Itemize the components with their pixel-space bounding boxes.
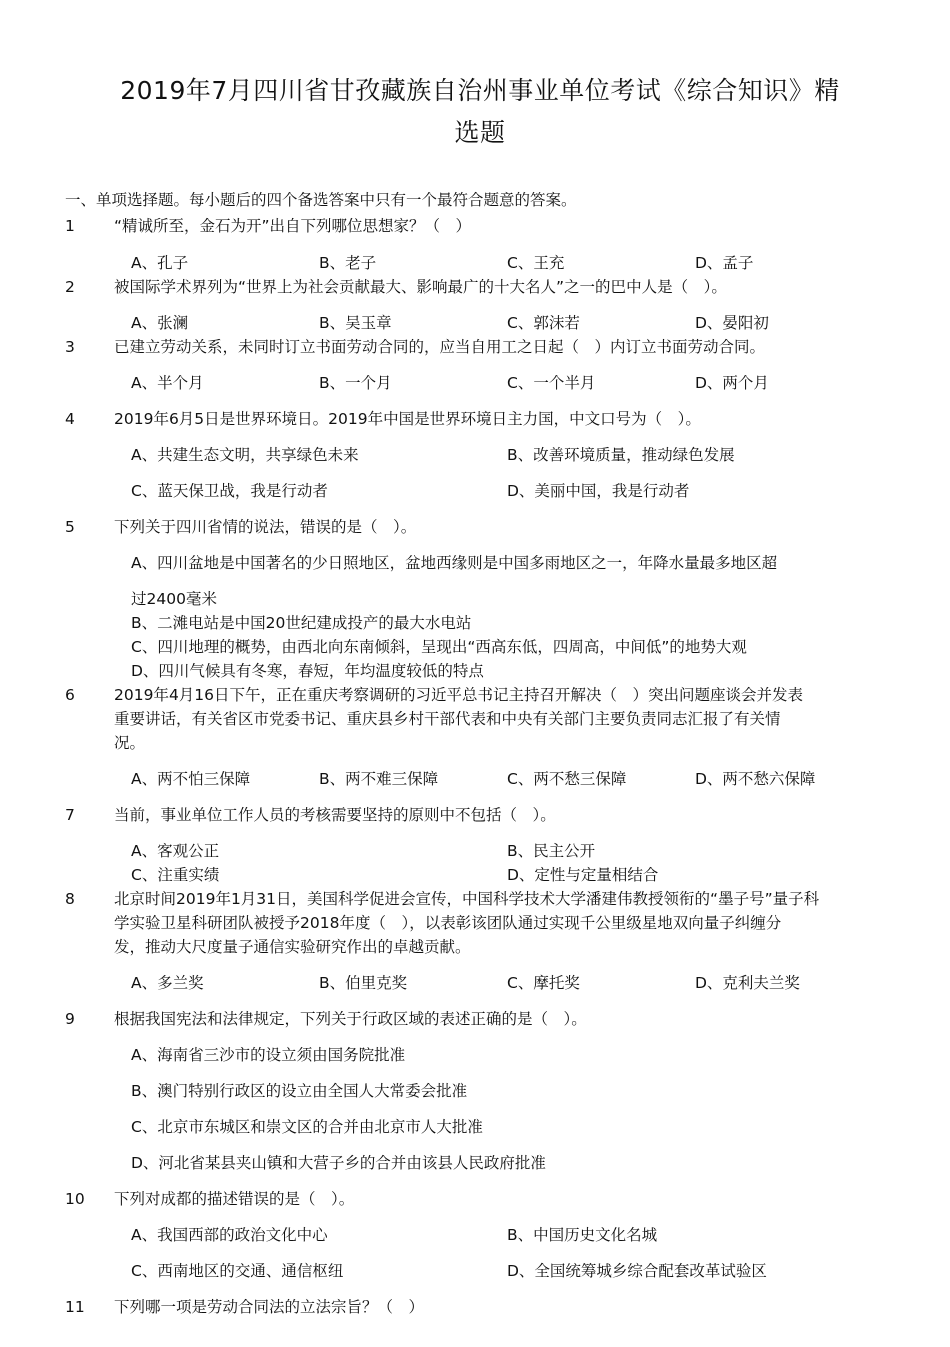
option-d: D、孟子: [695, 254, 754, 272]
option-c: C、北京市东城区和崇文区的合并由北京市人大批准: [131, 1118, 483, 1136]
option-a: A、张澜: [131, 314, 189, 332]
question-text: 根据我国宪法和法律规定，下列关于行政区域的表述正确的是（ ）。: [114, 1010, 587, 1028]
option-c: C、王充: [507, 254, 565, 272]
option-a: A、四川盆地是中国著名的少日照地区，盆地西缘则是中国多雨地区之一，年降水量最多地区超: [131, 554, 778, 572]
question-number: 7: [65, 806, 75, 824]
option-c: C、注重实绩: [131, 866, 220, 884]
question-number: 6: [65, 686, 75, 704]
option-d: D、美丽中国，我是行动者: [507, 482, 690, 500]
question-number: 8: [65, 890, 75, 908]
question-number: 3: [65, 338, 75, 356]
question-text: 下列关于四川省情的说法，错误的是（ ）。: [114, 518, 417, 536]
question-text: 当前，事业单位工作人员的考核需要坚持的原则中不包括（ ）。: [114, 806, 556, 824]
question-number: 1: [65, 217, 75, 235]
option-a: A、两不怕三保障: [131, 770, 251, 788]
question-text: 已建立劳动关系，未同时订立书面劳动合同的，应当自用工之日起（ ）内订立书面劳动合同。: [114, 338, 766, 356]
section-heading: 一、单项选择题。每小题后的四个备选答案中只有一个最符合题意的答案。: [65, 191, 577, 209]
question-number: 5: [65, 518, 75, 536]
option-a-continued: 过2400毫米: [131, 590, 217, 608]
question-text: 2019年6月5日是世界环境日。2019年中国是世界环境日主力国，中文口号为（ ）。: [114, 410, 701, 428]
option-c: C、两不愁三保障: [507, 770, 627, 788]
title-line-1: 2019年7月四川省甘孜藏族自治州事业单位考试《综合知识》精: [120, 76, 840, 105]
option-a: A、海南省三沙市的设立须由国务院批准: [131, 1046, 406, 1064]
option-b: B、改善环境质量，推动绿色发展: [507, 446, 735, 464]
question-number: 4: [65, 410, 75, 428]
option-b: B、民主公开: [507, 842, 596, 860]
option-b: B、伯里克奖: [319, 974, 408, 992]
question-number: 11: [65, 1298, 85, 1316]
option-c: C、蓝天保卫战，我是行动者: [131, 482, 328, 500]
option-b: B、老子: [319, 254, 377, 272]
option-b: B、一个月: [319, 374, 392, 392]
question-text-line: 发，推动大尺度量子通信实验研究作出的卓越贡献。: [114, 938, 471, 956]
option-d: D、克利夫兰奖: [695, 974, 800, 992]
option-d: D、全国统筹城乡综合配套改革试验区: [507, 1262, 767, 1280]
option-c: C、摩托奖: [507, 974, 580, 992]
option-c: C、一个半月: [507, 374, 596, 392]
option-c: C、西南地区的交通、通信枢纽: [131, 1262, 344, 1280]
option-a: A、客观公正: [131, 842, 220, 860]
option-a: A、我国西部的政治文化中心: [131, 1226, 328, 1244]
option-b: B、中国历史文化名城: [507, 1226, 658, 1244]
option-d: D、定性与定量相结合: [507, 866, 659, 884]
question-text: 被国际学术界列为“世界上为社会贡献最大、影响最广的十大名人”之一的巴中人是（ ）。: [114, 278, 727, 296]
question-number: 10: [65, 1190, 85, 1208]
option-a: A、多兰奖: [131, 974, 204, 992]
question-text-line: 重要讲话，有关省区市党委书记、重庆县乡村干部代表和中央有关部门主要负责同志汇报了有关情: [114, 710, 781, 728]
question-text-line: 2019年4月16日下午，正在重庆考察调研的习近平总书记主持召开解决（ ）突出问题座谈会并发表: [114, 686, 804, 704]
option-d: D、两个月: [695, 374, 769, 392]
option-b: B、两不难三保障: [319, 770, 439, 788]
option-d: D、河北省某县夹山镇和大营子乡的合并由该县人民政府批准: [131, 1154, 546, 1172]
option-b: B、二滩电站是中国20世纪建成投产的最大水电站: [131, 614, 472, 632]
option-b: B、澳门特别行政区的设立由全国人大常委会批准: [131, 1082, 468, 1100]
option-c: C、四川地理的概势，由西北向东南倾斜，呈现出“西高东低，四周高，中间低”的地势大观: [131, 638, 747, 656]
question-text: 下列哪一项是劳动合同法的立法宗旨？（ ）: [114, 1298, 425, 1316]
option-d: D、晏阳初: [695, 314, 769, 332]
option-c: C、郭沫若: [507, 314, 580, 332]
title-line-2: 选题: [454, 118, 506, 147]
option-d: D、四川气候具有冬寒，春短，年均温度较低的特点: [131, 662, 484, 680]
document-title: [60, 70, 900, 154]
question-text-line: 学实验卫星科研团队被授予2018年度（ ），以表彰该团队通过实现千公里级星地双向量子纠缠分: [114, 914, 782, 932]
question-text: 下列对成都的描述错误的是（ ）。: [114, 1190, 355, 1208]
question-number: 2: [65, 278, 75, 296]
option-a: A、共建生态文明，共享绿色未来: [131, 446, 359, 464]
question-text: “精诚所至，金石为开”出自下列哪位思想家？（ ）: [114, 217, 472, 235]
option-b: B、吴玉章: [319, 314, 392, 332]
question-text-line: 北京时间2019年1月31日，美国科学促进会宣传，中国科学技术大学潘建伟教授领衔的“墨子号”量子科: [114, 890, 820, 908]
option-d: D、两不愁六保障: [695, 770, 816, 788]
option-a: A、孔子: [131, 254, 189, 272]
option-a: A、半个月: [131, 374, 204, 392]
question-number: 9: [65, 1010, 75, 1028]
question-text-line: 况。: [114, 734, 146, 752]
